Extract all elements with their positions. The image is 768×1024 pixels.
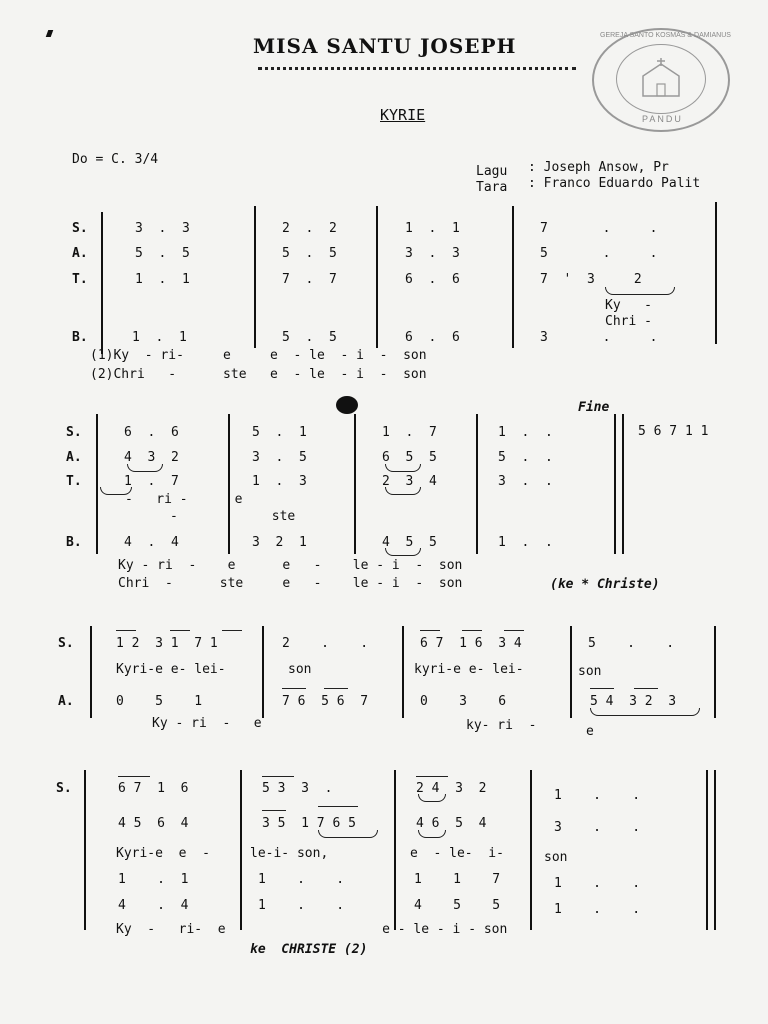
bass-measure: 4 5 5 xyxy=(382,535,437,550)
tenor-measure: 1 . 3 xyxy=(252,474,307,489)
tenor-lyric: - ri - e xyxy=(125,492,243,507)
tenor-measure: 1 . . xyxy=(554,876,641,891)
stamp-bottom-text: PANDU xyxy=(642,114,683,124)
system2-barline-end xyxy=(614,414,616,554)
alto-measure: 3 . 3 xyxy=(405,246,460,261)
beam xyxy=(116,630,136,631)
system1-barline xyxy=(376,206,378,348)
system4-barline xyxy=(530,770,532,930)
tenor-measure: 2 3 4 xyxy=(382,474,437,489)
voice-label-t: T. xyxy=(66,474,82,489)
alto-measure: 5 . . xyxy=(540,246,658,261)
alto-measure: 7 6 5 6 7 xyxy=(282,694,369,709)
slur xyxy=(318,830,378,838)
corner-mark xyxy=(46,30,54,37)
lyric-line: Chri - ste e - le - i - son xyxy=(118,576,463,591)
alto-measure: 3 . . xyxy=(554,820,641,835)
system3-barline xyxy=(262,626,264,718)
soprano-measure: 1 . 1 xyxy=(405,221,460,236)
voice-label-s: S. xyxy=(58,636,74,651)
beam xyxy=(634,688,658,689)
extra-notes: 5 6 7 1 1 xyxy=(638,424,709,439)
system2-barline xyxy=(354,414,356,554)
soprano-measure: 5 . 1 xyxy=(252,425,307,440)
soprano-lyric: son xyxy=(578,664,602,679)
tenor-lyric: Chri - xyxy=(605,314,652,329)
slur xyxy=(418,794,446,802)
title-underline xyxy=(258,67,576,70)
system2-barline-start xyxy=(96,414,98,554)
tenor-measure: 1 . 7 xyxy=(124,474,179,489)
system4-barline-end xyxy=(714,770,716,930)
bass-measure: 1 . . xyxy=(498,535,553,550)
slur xyxy=(127,464,163,472)
key-signature: Do = C. 3/4 xyxy=(72,152,159,167)
voice-label-b: B. xyxy=(72,330,88,345)
tenor-measure: 1 . 1 xyxy=(135,272,190,287)
beam xyxy=(504,630,524,631)
bass-measure: 3 . . xyxy=(540,330,658,345)
lagu-value: : Joseph Ansow, Pr xyxy=(528,160,669,175)
beam xyxy=(222,630,242,631)
system1-barline-start xyxy=(101,212,103,354)
soprano-measure: 7 . . xyxy=(540,221,658,236)
system2-barline xyxy=(228,414,230,554)
soprano-measure: 6 . 6 xyxy=(124,425,179,440)
tenor-measure: 3 . . xyxy=(498,474,553,489)
slur xyxy=(385,464,421,472)
alto-measure: 3 . 5 xyxy=(252,450,307,465)
voice-label-s: S. xyxy=(56,781,72,796)
lyric-line: (2)Chri - ste e - le - i - son xyxy=(90,367,427,382)
ink-blot xyxy=(336,396,358,414)
tenor-lyric: Ky - xyxy=(605,298,652,313)
soprano-measure: 6 7 1 6 3 4 xyxy=(420,636,522,651)
tenor-measure: 1 . 1 xyxy=(118,872,189,887)
voice-label-t: T. xyxy=(72,272,88,287)
slur xyxy=(590,708,700,716)
voice-label-s: S. xyxy=(66,425,82,440)
tenor-measure: 1 1 7 xyxy=(414,872,501,887)
lyric-line: le-i- son, xyxy=(250,846,329,861)
soprano-measure: 1 . . xyxy=(554,788,641,803)
system3-barline-end xyxy=(714,626,716,718)
alto-lyric: ky- ri - xyxy=(466,718,537,733)
soprano-measure: 2 . 2 xyxy=(282,221,337,236)
soprano-measure: 1 . 7 xyxy=(382,425,437,440)
performance-note: (ke * Christe) xyxy=(550,577,660,592)
bass-measure: 3 2 1 xyxy=(252,535,307,550)
bass-measure: 6 . 6 xyxy=(405,330,460,345)
beam xyxy=(282,688,306,689)
system4-barline-start xyxy=(84,770,86,930)
alto-measure: 4 6 5 4 xyxy=(416,816,487,831)
soprano-measure: 5 3 3 . xyxy=(262,781,333,796)
slur xyxy=(385,487,421,495)
voice-label-a: A. xyxy=(72,246,88,261)
system4-barline xyxy=(394,770,396,930)
bass-measure: 4 . 4 xyxy=(118,898,189,913)
slur xyxy=(385,548,421,556)
beam xyxy=(416,776,448,777)
soprano-lyric: Kyri-e e- lei- xyxy=(116,662,226,677)
tenor-lyric: - ste xyxy=(170,509,296,524)
tenor-measure: 1 . . xyxy=(258,872,345,887)
bass-measure: 1 . 1 xyxy=(132,330,187,345)
tenor-measure: 7 . 7 xyxy=(282,272,337,287)
alto-measure: 5 . 5 xyxy=(282,246,337,261)
church-icon xyxy=(639,58,683,98)
voice-label-a: A. xyxy=(66,450,82,465)
soprano-measure: 5 . . xyxy=(588,636,675,651)
soprano-measure: 2 4 3 2 xyxy=(416,781,487,796)
beam xyxy=(590,688,614,689)
lyric-line: Ky - ri - e e - le - i - son xyxy=(118,558,463,573)
beam xyxy=(262,776,294,777)
tara-value: : Franco Eduardo Palit xyxy=(528,176,701,191)
soprano-lyric: son xyxy=(288,662,312,677)
lyric-line: e - le- i- xyxy=(410,846,504,861)
lyric-line: (1)Ky - ri- e e - le - i - son xyxy=(90,348,427,363)
section-title: KYRIE xyxy=(380,106,426,124)
alto-lyric: Ky - ri - e xyxy=(152,716,262,731)
system1-barline-end xyxy=(715,202,717,344)
lyric-line: son xyxy=(544,850,568,865)
slur xyxy=(605,287,675,295)
lyric-line: Ky - ri- e e - le - i - son xyxy=(116,922,508,937)
bass-measure: 5 . 5 xyxy=(282,330,337,345)
church-stamp xyxy=(592,28,730,132)
system3-barline-start xyxy=(90,626,92,718)
alto-measure: 5 . . xyxy=(498,450,553,465)
system1-barline xyxy=(512,206,514,348)
beam xyxy=(318,806,358,807)
system3-barline xyxy=(402,626,404,718)
system2-barline-end xyxy=(622,414,624,554)
beam xyxy=(170,630,190,631)
beam xyxy=(324,688,348,689)
alto-measure: 4 5 6 4 xyxy=(118,816,189,831)
voice-label-b: B. xyxy=(66,535,82,550)
soprano-measure: 3 . 3 xyxy=(135,221,190,236)
lyric-line: Kyri-e e - xyxy=(116,846,210,861)
soprano-measure: 1 2 3 1 7 1 xyxy=(116,636,218,651)
beam xyxy=(462,630,482,631)
lagu-label: Lagu xyxy=(476,164,508,179)
soprano-measure: 1 . . xyxy=(498,425,553,440)
alto-measure: 3 5 1 7 6 5 xyxy=(262,816,356,831)
beam xyxy=(118,776,150,777)
fine-marking: Fine xyxy=(578,400,610,415)
tenor-measure: 7 ' 3 2 xyxy=(540,272,642,287)
alto-lyric: e xyxy=(586,724,594,739)
soprano-lyric: kyri-e e- lei- xyxy=(414,662,524,677)
tenor-measure: 6 . 6 xyxy=(405,272,460,287)
performance-note: ke CHRISTE (2) xyxy=(250,942,368,957)
beam xyxy=(420,630,440,631)
tara-label: Tara xyxy=(476,180,508,195)
alto-measure: 5 4 3 2 3 xyxy=(590,694,677,709)
alto-measure: 6 5 5 xyxy=(382,450,437,465)
system2-barline xyxy=(476,414,478,554)
bass-measure: 4 . 4 xyxy=(124,535,179,550)
bass-measure: 4 5 5 xyxy=(414,898,501,913)
voice-label-a: A. xyxy=(58,694,74,709)
slur xyxy=(418,830,446,838)
alto-measure: 5 . 5 xyxy=(135,246,190,261)
bass-measure: 1 . . xyxy=(258,898,345,913)
system4-barline-end xyxy=(706,770,708,930)
system1-barline xyxy=(254,206,256,348)
alto-measure: 4 3 2 xyxy=(124,450,179,465)
soprano-measure: 6 7 1 6 xyxy=(118,781,189,796)
alto-measure: 0 5 1 xyxy=(116,694,203,709)
beam xyxy=(262,810,286,811)
voice-label-s: S. xyxy=(72,221,88,236)
page-title: MISA SANTU JOSEPH xyxy=(253,34,517,58)
system4-barline xyxy=(240,770,242,930)
bass-measure: 1 . . xyxy=(554,902,641,917)
alto-measure: 0 3 6 xyxy=(420,694,507,709)
stamp-top-text: GEREJA SANTO KOSMAS & DAMIANUS xyxy=(600,32,731,39)
soprano-measure: 2 . . xyxy=(282,636,369,651)
system3-barline xyxy=(570,626,572,718)
